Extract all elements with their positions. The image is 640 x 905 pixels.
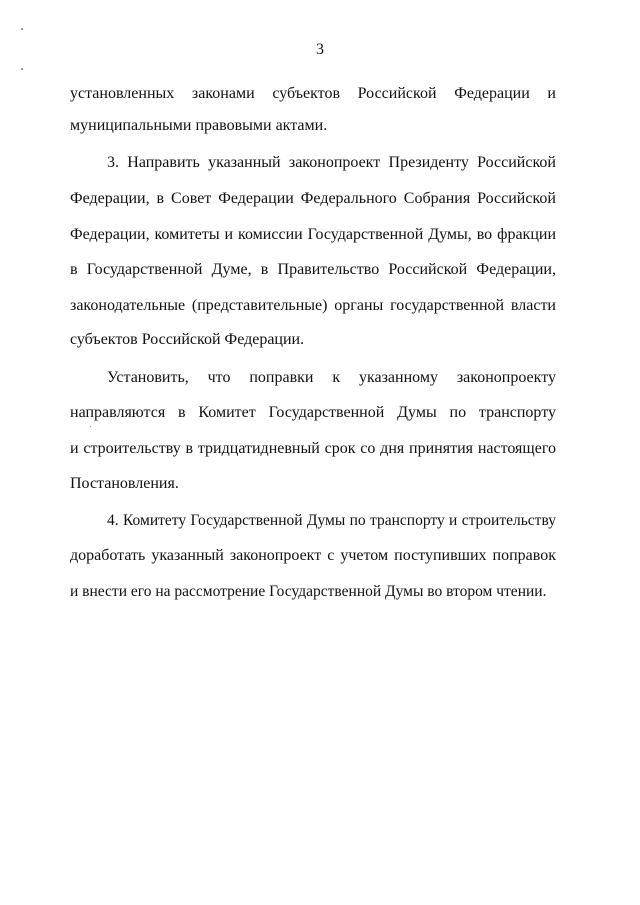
paragraph-1-line-2: муниципальными правовыми актами. bbox=[70, 117, 328, 134]
paragraph-2-line-4: в Государственной Думе, в Правительство Российской Федерации, bbox=[70, 261, 556, 278]
paragraph-1-line-1: установленных законами субъектов Российской Федерации и bbox=[70, 85, 556, 102]
paragraph-2-line-2: Федерации, в Совет Федерации Федерального Собрания Российской bbox=[70, 190, 556, 207]
paragraph-3-line-4: Постановления. bbox=[70, 475, 179, 492]
paragraph-3-line-3: и строительству в тридцатидневный срок со дня принятия настоящего bbox=[70, 440, 556, 457]
scan-speck bbox=[21, 68, 23, 70]
paragraph-2-line-1: 3. Направить указанный законопроект Президенту Российской bbox=[107, 154, 556, 171]
paragraph-4-line-3: и внести его на рассмотрение Государственной Думы во втором чтении. bbox=[70, 583, 547, 600]
paragraph-2-line-3: Федерации, комитеты и комиссии Государственной Думы, во фракции bbox=[70, 226, 556, 243]
paragraph-3-line-2: направляются в Комитет Государственной Думы по транспорту bbox=[70, 404, 556, 421]
paragraph-2-line-6: субъектов Российской Федерации. bbox=[70, 331, 305, 348]
paragraph-4-line-2: доработать указанный законопроект с учетом поступивших поправок bbox=[70, 547, 556, 564]
page-number: 3 bbox=[316, 41, 324, 58]
paragraph-4-line-1: 4. Комитету Государственной Думы по транспорту и строительству bbox=[107, 512, 556, 529]
paragraph-2-line-5: законодательные (представительные) органы государственной власти bbox=[70, 297, 556, 314]
paragraph-3-line-1: Установить, что поправки к указанному законопроекту bbox=[107, 369, 556, 386]
scan-speck bbox=[90, 426, 91, 427]
scan-speck bbox=[21, 28, 23, 30]
